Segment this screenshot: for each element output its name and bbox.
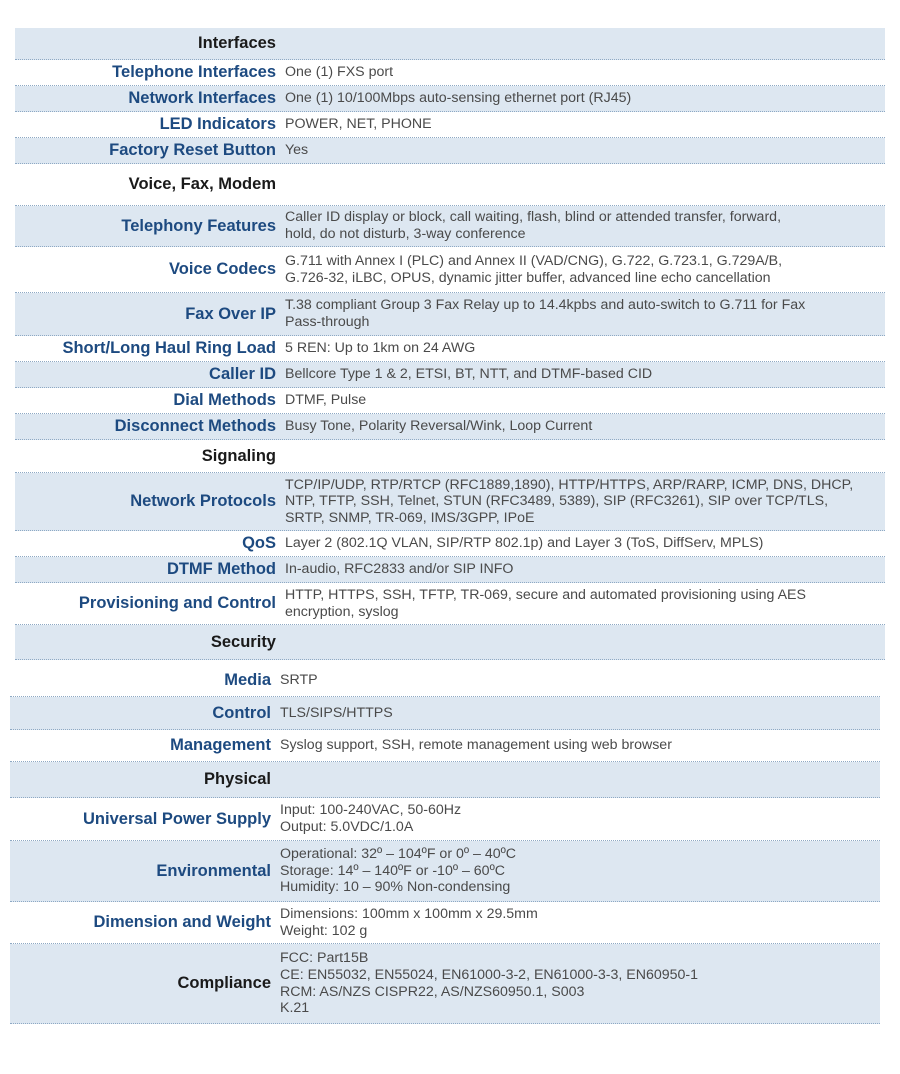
spec-table-bottom xyxy=(10,664,880,1024)
spec-value xyxy=(280,672,880,689)
section-header-signaling xyxy=(15,440,885,473)
spec-value-line: G.711 with Annex I (PLC) and Annex II (VAD/CNG), G.722, G.723.1, G.729A/B, xyxy=(285,252,783,269)
spec-value xyxy=(285,209,885,242)
spec-label: Caller ID xyxy=(209,365,276,383)
spec-row-dial-methods xyxy=(15,388,885,414)
spec-row-environmental xyxy=(10,841,880,902)
spec-label: Telephone Interfaces xyxy=(112,63,276,81)
spec-value xyxy=(285,418,885,435)
spec-value xyxy=(285,561,885,578)
spec-label: DTMF Method xyxy=(166,560,276,578)
spec-value xyxy=(285,366,885,383)
spec-value-line: Operational: 32º – 104ºF or 0º – 40ºC xyxy=(280,846,517,863)
spec-value xyxy=(285,392,885,409)
spec-label: Physical xyxy=(204,770,271,788)
section-header-physical xyxy=(10,762,880,798)
spec-row-fax-over-ip xyxy=(15,293,885,336)
spec-value-line: DTMF, Pulse xyxy=(285,392,367,409)
spec-value-line: RCM: AS/NZS CISPR22, AS/NZS60950.1, S003 xyxy=(280,983,585,1000)
spec-value-line: 5 REN: Up to 1km on 24 AWG xyxy=(285,340,476,357)
spec-table-top xyxy=(15,28,885,660)
spec-value-line: Layer 2 (802.1Q VLAN, SIP/RTP 802.1p) and Layer 3 (ToS, DiffServ, MPLS) xyxy=(285,535,764,552)
spec-value xyxy=(285,116,885,133)
spec-row-telephony-features xyxy=(15,206,885,247)
spec-value-line: CE: EN55032, EN55024, EN61000-3-2, EN61000-3-3, EN60950-1 xyxy=(280,966,699,983)
spec-value xyxy=(280,906,880,939)
spec-value-line: Weight: 102 g xyxy=(280,922,368,939)
spec-value xyxy=(285,64,885,81)
spec-value-line: Syslog support, SSH, remote management using web browser xyxy=(280,737,672,754)
spec-label: Environmental xyxy=(156,861,271,880)
spec-label: Signaling xyxy=(201,446,276,465)
spec-label: Interfaces xyxy=(198,34,276,52)
spec-row-network-interfaces xyxy=(15,86,885,112)
spec-value xyxy=(280,737,880,754)
spec-row-management xyxy=(10,730,880,762)
spec-value xyxy=(285,535,885,552)
spec-row-voice-codecs xyxy=(15,247,885,293)
spec-label: Dimension and Weight xyxy=(93,913,271,931)
spec-value-line: In-audio, RFC2833 and/or SIP INFO xyxy=(285,561,514,578)
spec-value-line: Input: 100-240VAC, 50-60Hz xyxy=(280,802,462,819)
spec-row-factory-reset-button xyxy=(15,138,885,164)
spec-value xyxy=(285,253,885,286)
spec-value xyxy=(285,477,885,527)
spec-value-line: One (1) FXS port xyxy=(285,64,394,81)
spec-label: QoS xyxy=(242,534,276,552)
section-header-security xyxy=(15,625,885,660)
spec-row-caller-id xyxy=(15,362,885,388)
spec-value-line: POWER, NET, PHONE xyxy=(285,116,432,133)
spec-label: Management xyxy=(170,736,271,754)
spec-label: Short/Long Haul Ring Load xyxy=(62,339,276,357)
spec-value-line: Humidity: 10 – 90% Non-condensing xyxy=(280,879,511,896)
spec-value xyxy=(285,90,885,107)
spec-label: Security xyxy=(210,632,276,651)
spec-label: Voice, Fax, Modem xyxy=(128,175,276,193)
spec-label: Voice Codecs xyxy=(169,260,276,278)
spec-label: Media xyxy=(224,670,271,689)
spec-row-provisioning-and-control xyxy=(15,583,885,625)
spec-value-line: T.38 compliant Group 3 Fax Relay up to 14.4kpbs and auto-switch to G.711 for Fax xyxy=(285,297,806,314)
spec-value-line: Bellcore Type 1 & 2, ETSI, BT, NTT, and DTMF-based CID xyxy=(285,366,653,383)
spec-label: Fax Over IP xyxy=(185,304,276,323)
spec-value-line: FCC: Part15B xyxy=(280,950,369,967)
spec-value-line: Dimensions: 100mm x 100mm x 29.5mm xyxy=(280,905,538,922)
spec-label: Provisioning and Control xyxy=(78,594,276,612)
spec-value xyxy=(280,846,880,896)
spec-value-line: TLS/SIPS/HTTPS xyxy=(280,704,393,721)
spec-value-line: SRTP, SNMP, TR-069, IMS/3GPP, IPoE xyxy=(285,509,535,526)
spec-row-telephone-interfaces xyxy=(15,60,885,86)
spec-label: Control xyxy=(212,703,271,722)
spec-row-network-protocols xyxy=(15,473,885,531)
spec-value-line: Pass-through xyxy=(285,314,370,330)
spec-value-line: HTTP, HTTPS, SSH, TFTP, TR-069, secure and automated provisioning using AES xyxy=(285,586,806,603)
spec-value-line: SRTP xyxy=(280,671,318,688)
spec-label: Universal Power Supply xyxy=(83,809,271,828)
spec-row-media xyxy=(10,664,880,697)
spec-value xyxy=(285,142,885,159)
spec-value xyxy=(285,587,885,620)
spec-row-qos xyxy=(15,531,885,557)
spec-value-line: NTP, TFTP, SSH, Telnet, STUN (RFC3489, 5389), SIP (RFC3261), SIP over TCP/TLS, xyxy=(285,493,829,510)
section-header-interfaces xyxy=(15,28,885,60)
spec-label: Dial Methods xyxy=(173,391,276,409)
spec-label: LED Indicators xyxy=(159,115,276,133)
spec-value-line: TCP/IP/UDP, RTP/RTCP (RFC1889,1890), HTTP/HTTPS, ARP/RARP, ICMP, DNS, DHCP, xyxy=(285,476,854,493)
spec-value xyxy=(280,802,880,835)
spec-value-line: One (1) 10/100Mbps auto-sensing ethernet port (RJ45) xyxy=(285,90,632,107)
spec-row-dimension-and-weight xyxy=(10,902,880,944)
spec-row-led-indicators xyxy=(15,112,885,138)
spec-row-dtmf-method xyxy=(15,557,885,583)
spec-row-control xyxy=(10,697,880,730)
spec-label: Compliance xyxy=(177,974,271,992)
spec-value xyxy=(280,950,880,1016)
spec-value-line: G.726-32, iLBC, OPUS, dynamic jitter buffer, advanced line echo cancellation xyxy=(285,269,771,286)
section-header-voice-fax-modem xyxy=(15,164,885,206)
spec-row-compliance xyxy=(10,944,880,1024)
spec-value-line: encryption, syslog xyxy=(285,603,399,620)
spec-value-line: Caller ID display or block, call waiting, flash, blind or attended transfer, forward, xyxy=(285,209,782,226)
spec-value-line: Yes xyxy=(285,142,309,159)
spec-label: Network Interfaces xyxy=(128,89,276,107)
spec-row-universal-power-supply xyxy=(10,798,880,841)
spec-row-short-long-haul-ring-load xyxy=(15,336,885,362)
spec-label: Network Protocols xyxy=(130,492,276,510)
spec-value xyxy=(280,705,880,722)
spec-label: Factory Reset Button xyxy=(109,141,276,159)
spec-value-line: Storage: 14º – 140ºF or -10º – 60ºC xyxy=(280,862,505,879)
spec-value xyxy=(285,297,885,330)
spec-value xyxy=(285,340,885,357)
spec-value-line: K.21 xyxy=(280,1000,310,1017)
spec-label: Disconnect Methods xyxy=(114,417,276,435)
spec-label: Telephony Features xyxy=(121,216,276,235)
spec-value-line: Output: 5.0VDC/1.0A xyxy=(280,819,414,835)
spec-value-line: Busy Tone, Polarity Reversal/Wink, Loop Current xyxy=(285,418,593,435)
spec-row-disconnect-methods xyxy=(15,414,885,440)
spec-value-line: hold, do not disturb, 3-way conference xyxy=(285,226,526,242)
